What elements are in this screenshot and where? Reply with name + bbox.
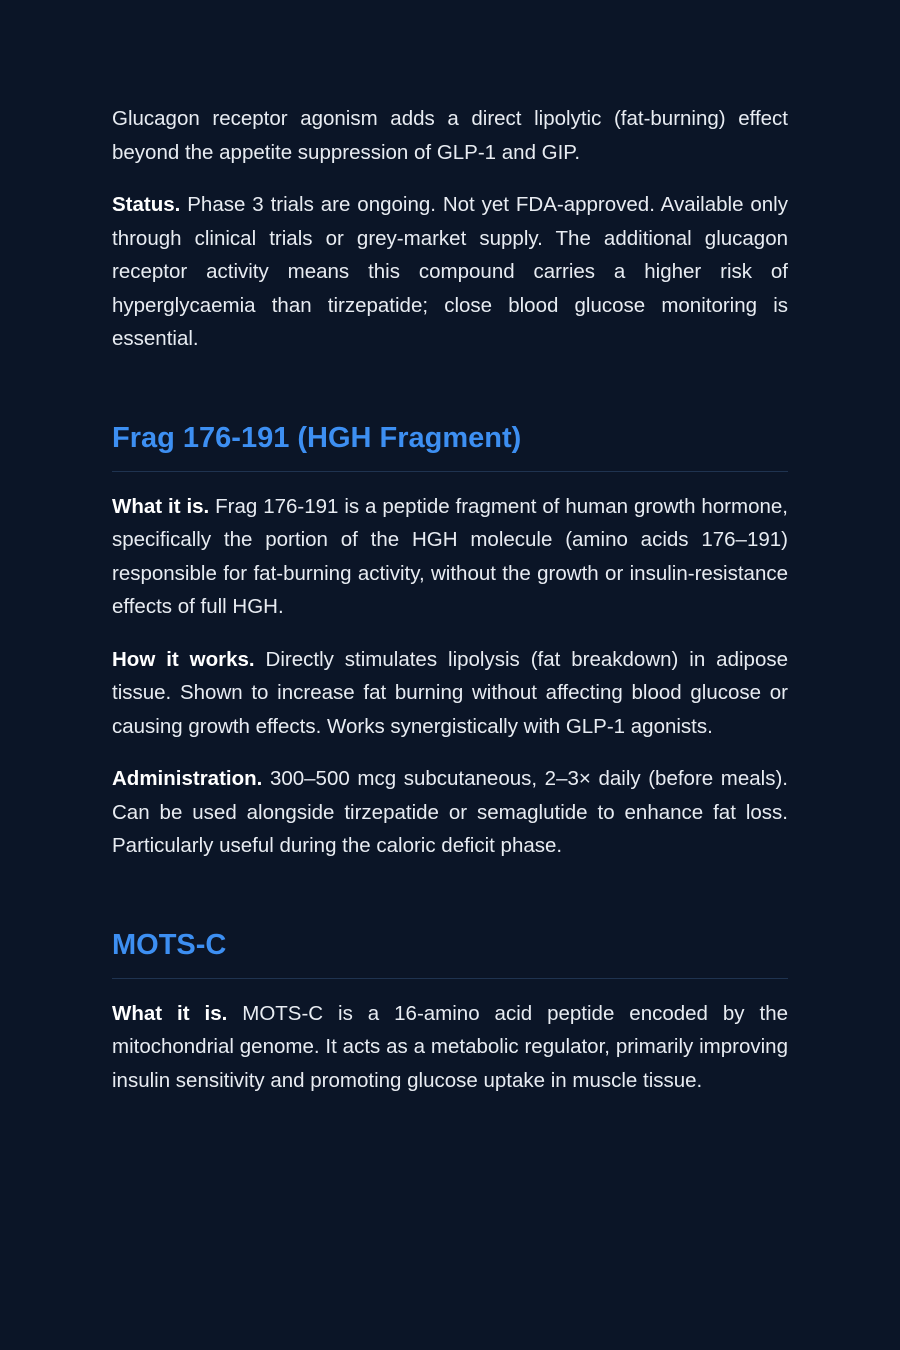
- frag-what-text: Frag 176-191 is a peptide fragment of human growth hormone, specifically the portion of the HGH molecule (amino acids 176–191) responsible for fat-burning activity, without the growth or insulin-resistance effects of full HGH.: [112, 494, 788, 618]
- mots-what-paragraph: [112, 997, 788, 1098]
- section-body-frag: [112, 490, 788, 863]
- intro-paragraph: [112, 102, 788, 169]
- frag-what-label: What it is.: [112, 494, 210, 518]
- section-heading-mots: MOTS-C: [112, 925, 788, 979]
- frag-admin-text: 300–500 mcg subcutaneous, 2–3× daily (before meals). Can be used alongside tirzepatide or semaglutide to enhance fat loss. Particularly useful during the caloric deficit phase.: [112, 767, 788, 857]
- frag-what-paragraph: [112, 490, 788, 624]
- section-intro: [112, 102, 788, 356]
- mots-what-label: What it is.: [112, 1001, 228, 1025]
- section-body-mots: [112, 997, 788, 1098]
- status-paragraph: [112, 188, 788, 356]
- frag-how-label: How it works.: [112, 647, 255, 671]
- status-label: Status.: [112, 193, 181, 216]
- frag-admin-paragraph: [112, 762, 788, 863]
- section-frag-176-191: [112, 418, 788, 863]
- section-heading-frag: Frag 176-191 (HGH Fragment): [112, 418, 788, 472]
- intro-text: Glucagon receptor agonism adds a direct lipolytic (fat-burning) effect beyond the appetite suppression of GLP-1 and GIP.: [112, 107, 788, 164]
- frag-admin-label: Administration.: [112, 767, 263, 790]
- frag-how-text: Directly stimulates lipolysis (fat breakdown) in adipose tissue. Shown to increase fat burning without affecting blood glucose or causing growth effects. Works synergistically with GLP-1 agonists.: [112, 647, 788, 738]
- section-mots-c: [112, 925, 788, 1098]
- status-text: Phase 3 trials are ongoing. Not yet FDA-approved. Available only through clinical trials or grey-market supply. The additional glucagon receptor activity means this compound carries a higher risk of hyperglycaemia than tirzepatide; close blood glucose monitoring is essential.: [112, 193, 788, 350]
- mots-what-text: MOTS-C is a 16-amino acid peptide encoded by the mitochondrial genome. It acts as a metabolic regulator, primarily improving insulin sensitivity and promoting glucose uptake in muscle tissue.: [112, 1001, 788, 1092]
- frag-how-paragraph: [112, 643, 788, 744]
